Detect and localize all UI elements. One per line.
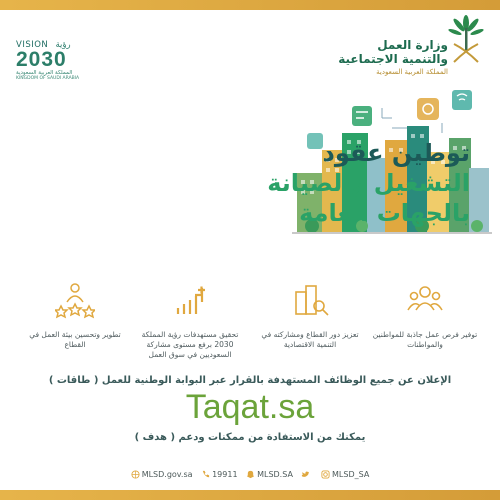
website-contact[interactable] bbox=[131, 470, 193, 479]
vision-year: 2030 bbox=[16, 48, 67, 71]
instagram-contact[interactable] bbox=[321, 470, 369, 479]
website-label: MLSD.gov.sa bbox=[141, 470, 193, 479]
top-accent-bar bbox=[0, 0, 500, 10]
feature-environment-label: تطوير وتحسين بيئة العمل في القطاع bbox=[29, 330, 121, 349]
vision-label-ar: رؤية bbox=[55, 40, 71, 50]
footer-contacts bbox=[0, 470, 500, 484]
twitter-icon bbox=[301, 470, 310, 479]
phone-icon bbox=[201, 470, 210, 479]
ministry-country: المملكة العربية السعودية bbox=[376, 68, 448, 76]
vision-subtitle-ar: المملكة العربية السعودية bbox=[16, 70, 73, 76]
announcement-text: الإعلان عن جميع الوظائف المستهدفة بالقرار عبر البوابة الوطنية للعمل ( طاقات ) bbox=[48, 375, 452, 386]
taqat-link[interactable]: Taqat.sa bbox=[185, 388, 315, 426]
group-people-icon bbox=[405, 280, 445, 320]
headline-line3: بالجهات العامة bbox=[299, 199, 470, 227]
stars-people-icon bbox=[55, 280, 95, 320]
feature-vision-label: تحقيق مستهدفات رؤية المملكة 2030 برفع مستوى مشاركة السعوديين في سوق العمل bbox=[141, 330, 239, 359]
feature-jobs bbox=[370, 280, 480, 350]
phone-contact[interactable] bbox=[201, 470, 237, 479]
building-search-icon bbox=[290, 280, 330, 320]
globe-icon bbox=[131, 470, 140, 479]
ministry-name-line1: وزارة العمل bbox=[377, 38, 448, 52]
phone-label: 19911 bbox=[212, 470, 238, 479]
headline-line1: توطين عقود bbox=[322, 139, 470, 167]
headline bbox=[180, 138, 470, 228]
feature-vision bbox=[135, 280, 245, 360]
feature-sector-label: تعزيز دور القطاع ومشاركته في التنمية الاقتصادية bbox=[261, 330, 359, 349]
feature-sector bbox=[255, 280, 365, 350]
instagram-icon bbox=[321, 470, 330, 479]
ministry-logo bbox=[334, 14, 484, 94]
growth-bars-icon bbox=[170, 280, 210, 320]
snapchat-contact[interactable] bbox=[246, 470, 293, 479]
ministry-name-line2: والتنمية الاجتماعية bbox=[338, 52, 448, 66]
vision-subtitle-en: KINGDOM OF SAUDI ARABIA bbox=[16, 76, 80, 81]
vision-2030-logo bbox=[16, 40, 94, 98]
vision-label: VISION bbox=[16, 40, 49, 50]
snapchat-icon bbox=[246, 470, 255, 479]
feature-environment bbox=[20, 280, 130, 350]
instagram-label: MLSD_SA bbox=[332, 470, 370, 479]
support-text: يمكنك من الاستفادة من ممكنات ودعم ( هدف ) bbox=[134, 432, 366, 443]
headline-line2: التشغيل والصيانة bbox=[267, 169, 470, 197]
palm-swords-icon bbox=[448, 14, 484, 72]
twitter-contact[interactable] bbox=[301, 470, 312, 479]
bottom-accent-bar bbox=[0, 490, 500, 500]
feature-jobs-label: توفير فرص عمل جاذبة للمواطنين والمواطنات bbox=[372, 330, 478, 349]
features-row bbox=[20, 280, 480, 370]
snapchat-label: MLSD.SA bbox=[257, 470, 293, 479]
